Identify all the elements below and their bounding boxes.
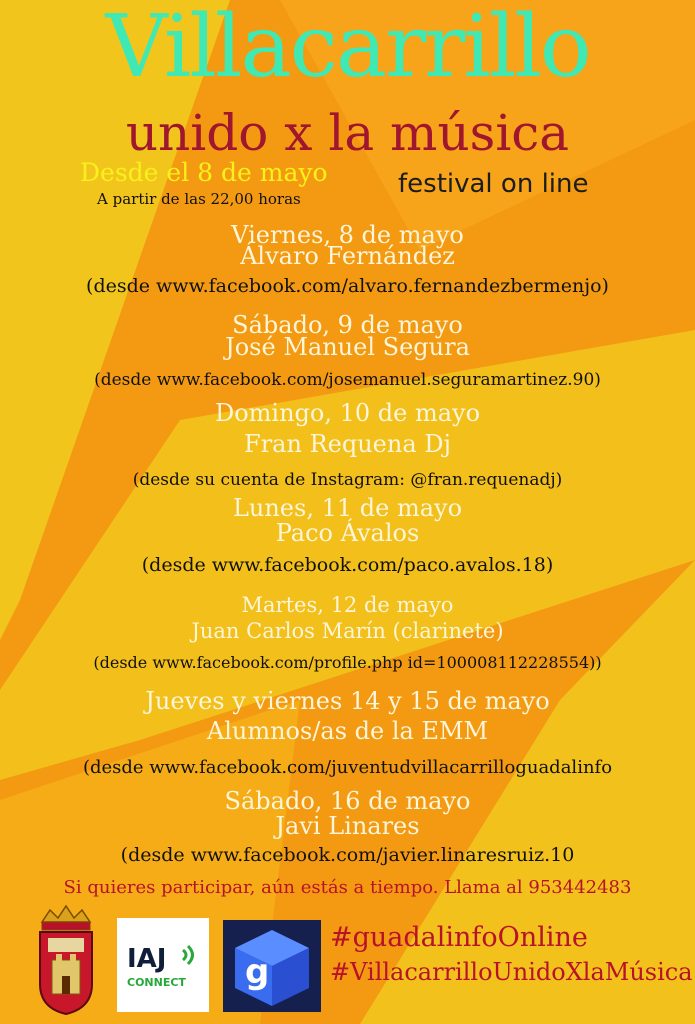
call-to-action: Si quieres participar, aún estás a tiempo. Llama al 953442483 (63, 877, 632, 898)
signal-icon (181, 942, 199, 968)
g-letter: g (245, 952, 270, 992)
poster-subtitle: unido x la música (125, 104, 570, 162)
hashtag-guadalinfo: #guadalinfoOnline (330, 922, 588, 953)
event-source: (desde www.facebook.com/paco.avalos.18) (141, 554, 554, 576)
start-date: Desde el 8 de mayo (80, 158, 328, 187)
event-date: Domingo, 10 de mayo (214, 399, 481, 427)
event-artist: José Manuel Segura (225, 333, 470, 361)
festival-label: festival on line (398, 169, 589, 199)
start-time: A partir de las 22,00 horas (97, 190, 301, 208)
poster-title: Villacarrillo (105, 0, 590, 97)
event-date: Lunes, 11 de mayo (232, 494, 463, 522)
event-source: (desde www.facebook.com/alvaro.fernandezbermenjo) (86, 275, 609, 297)
event-source: (desde www.facebook.com/javier.linaresruiz.10 (120, 844, 575, 866)
event-source: (desde www.facebook.com/profile.php id=100008112228554)) (93, 653, 602, 672)
event-date: Sábado, 16 de mayo (224, 787, 471, 815)
hashtag-villacarrillo: #VillacarrilloUnidoXlaMúsica (330, 958, 693, 986)
iaj-connect-logo (117, 918, 209, 1012)
event-date: Martes, 12 de mayo (241, 593, 454, 617)
event-source: (desde su cuenta de Instagram: @fran.requenadj) (132, 470, 563, 490)
event-source: (desde www.facebook.com/juventudvillacarrilloguadalinfo (82, 757, 613, 778)
event-artist: Javi Linares (275, 812, 420, 840)
event-artist: Álvaro Fernández (240, 242, 455, 270)
coat-of-arms-icon (34, 904, 98, 1016)
event-artist: Paco Ávalos (275, 519, 420, 547)
event-source: (desde www.facebook.com/josemanuel.seguramartinez.90) (94, 370, 601, 390)
cube-icon (223, 920, 321, 1012)
event-artist: Juan Carlos Marín (clarinete) (191, 619, 504, 643)
guadalinfo-cube-logo (223, 920, 321, 1012)
event-date: Viernes, 8 de mayo (231, 221, 464, 249)
event-artist: Fran Requena Dj (244, 430, 451, 458)
event-date: Sábado, 9 de mayo (232, 311, 463, 339)
iaj-text: IAJ (127, 944, 167, 974)
event-artist: Alumnos/as de la EMM (206, 717, 489, 745)
connect-text: CONNECT (127, 976, 186, 989)
event-date: Jueves y viernes 14 y 15 de mayo (145, 687, 550, 715)
